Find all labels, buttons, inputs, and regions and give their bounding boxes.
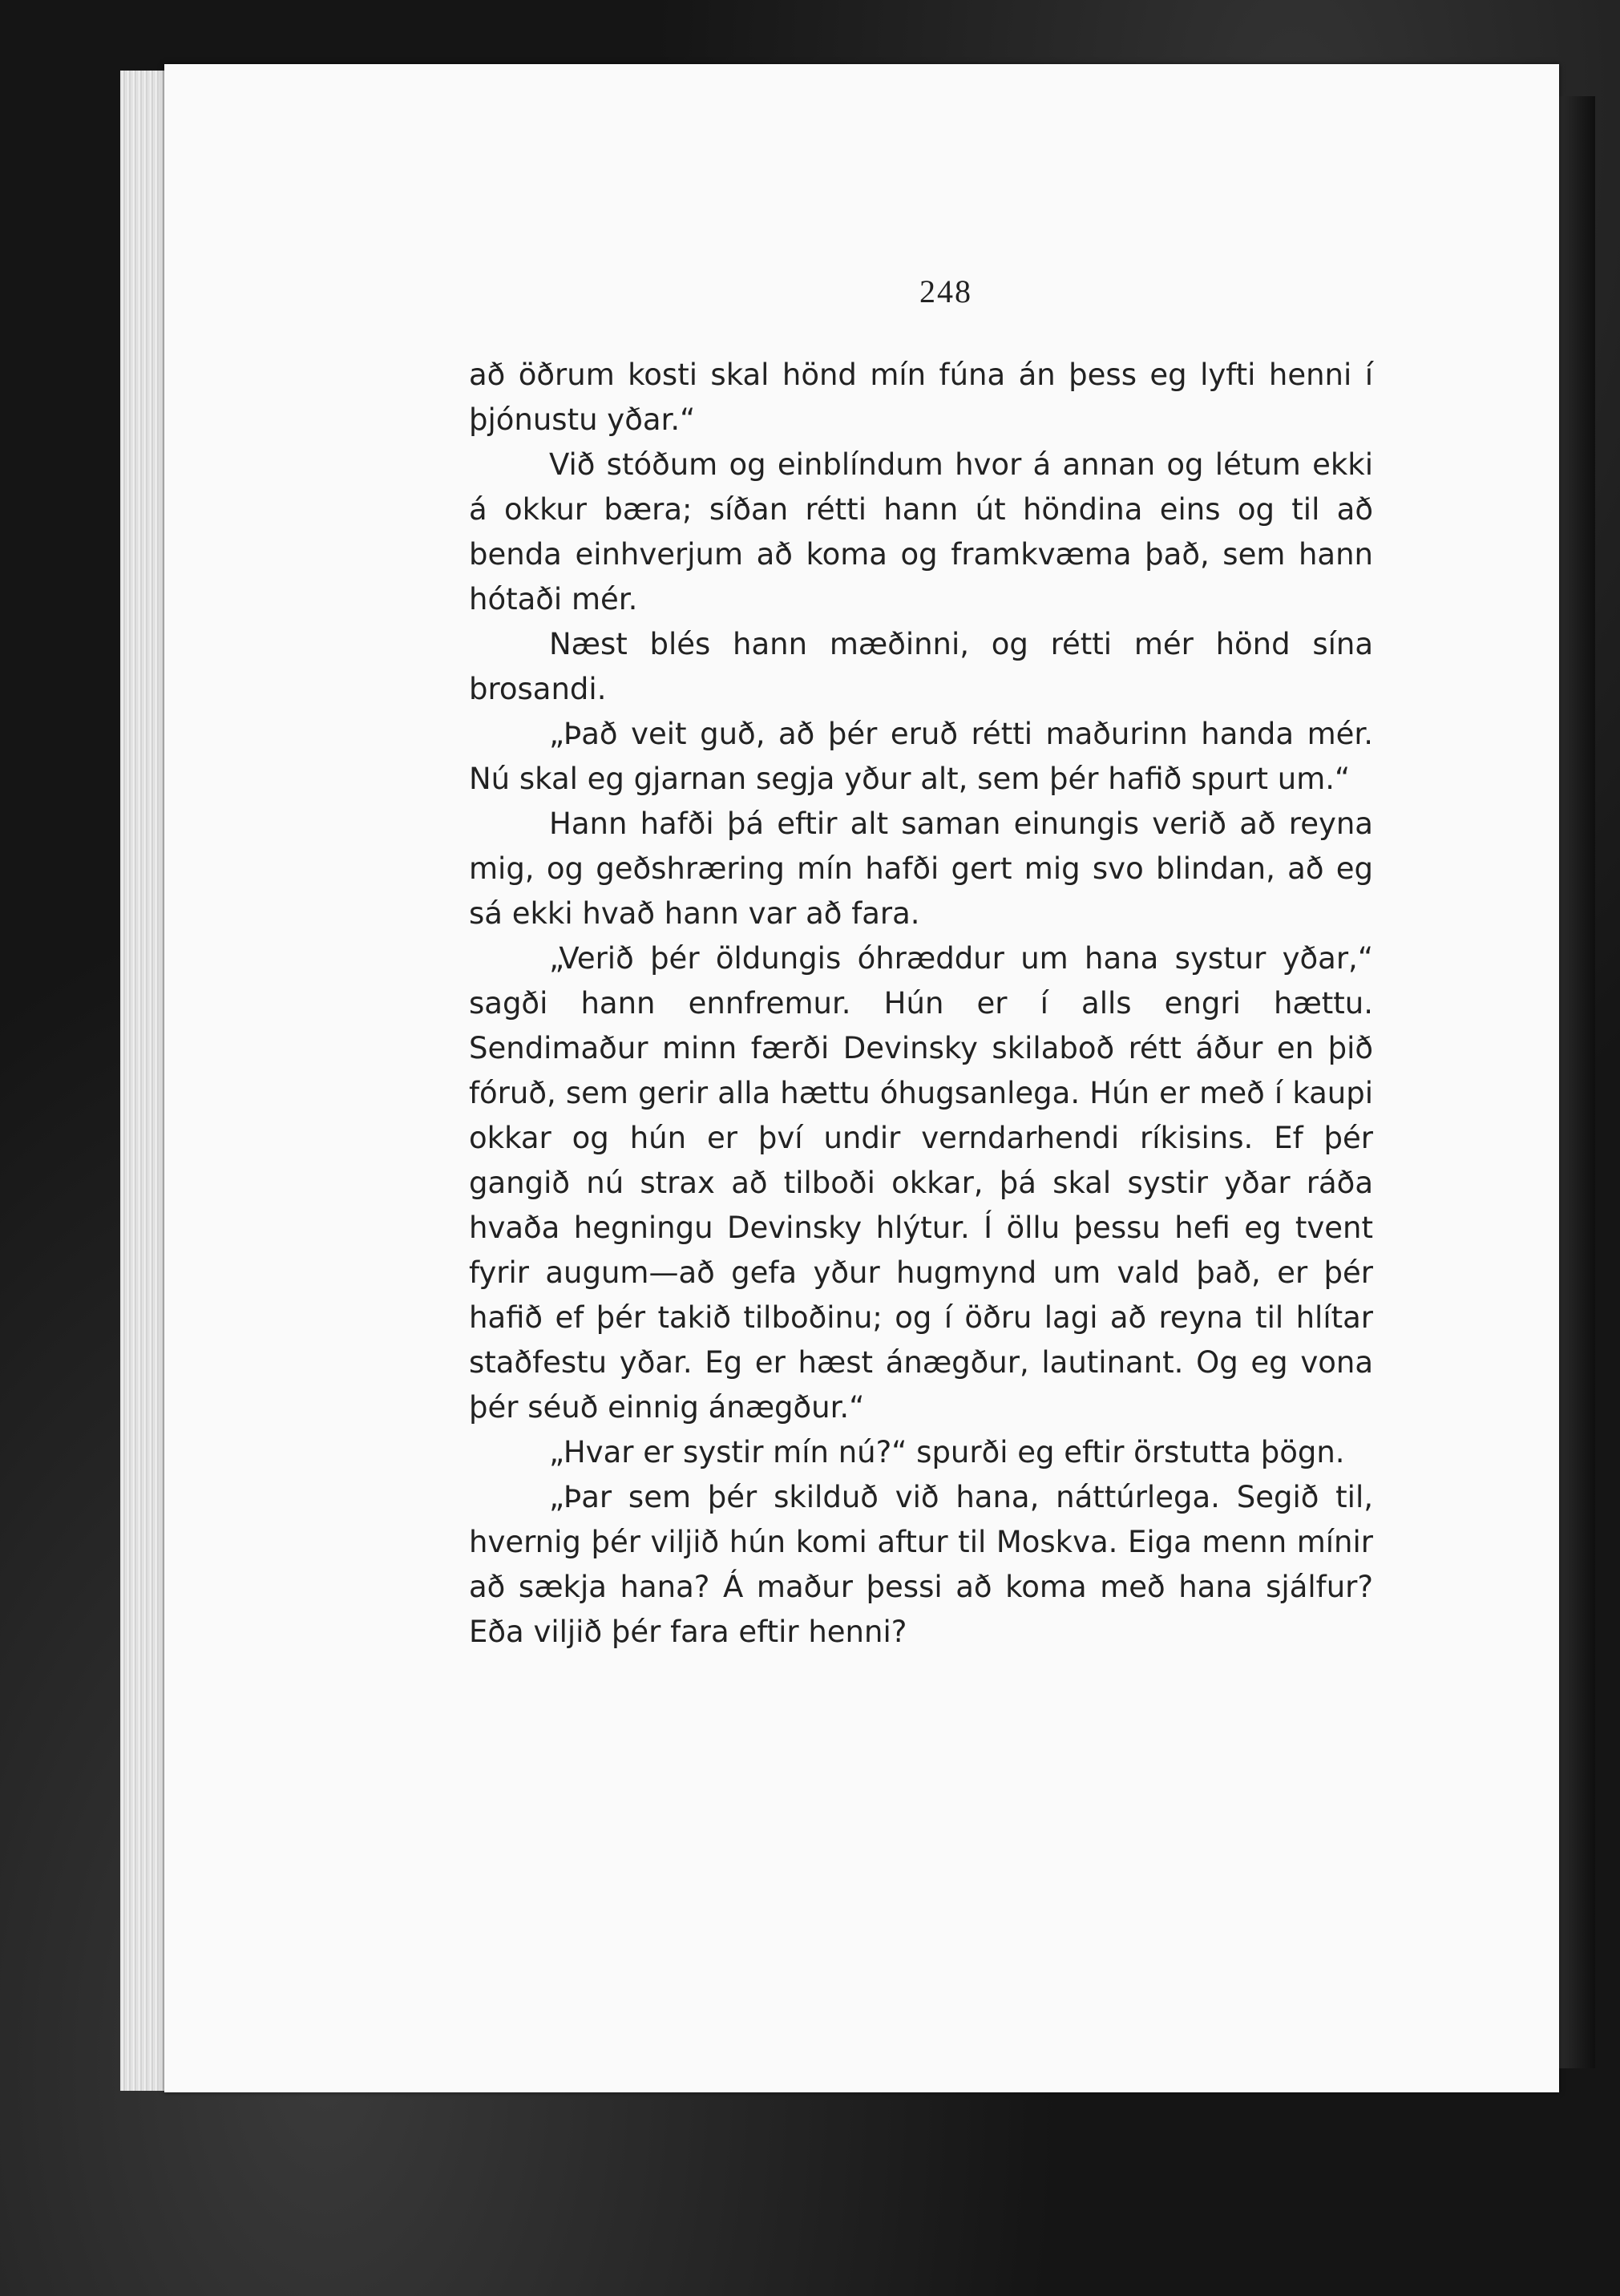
page-number: 248 — [919, 273, 972, 309]
paragraph: Næst blés hann mæðinni, og rétti mér hönd sína brosandi. — [469, 627, 1373, 706]
paragraph: að öðrum kosti skal hönd mín fúna án þess eg lyfti henni í þjónustu yðar.“ — [469, 358, 1373, 437]
paragraph: „Verið þér öldungis óhræddur um hana systur yðar,“ sagði hann ennfremur. Hún er í alls engri hættu. Sendimaður minn færði Devinsky skilaboð rétt áður en þið fóruð, sem gerir alla hættu óhugsanlega. Hún er með í kaupi okkar og hún er því undir verndarhendi ríkisins. Ef þér gangið nú strax að tilboði okkar, þá skal systir yðar ráða hvaða hegningu Devinsky hlýtur. Í öllu þessu hefi eg tvent fyrir augum—að gefa yður hugmynd um vald það, er þér hafið ef þér takið tilboðinu; og í öðru lagi að reyna til hlítar staðfestu yðar. Eg er hæst ánægður, lautinant. Og eg vona þér séuð einnig ánægður.“ — [469, 941, 1373, 1425]
book-cover-edge — [1559, 96, 1595, 2068]
paragraph: „Hvar er systir mín nú?“ spurði eg eftir örstutta þögn. — [549, 1435, 1345, 1469]
paragraph: Hann hafði þá eftir alt saman einungis verið að reyna mig, og geðshræring mín hafði gert mig svo blindan, að eg sá ekki hvað hann var að fara. — [469, 806, 1373, 931]
paragraph: Við stóðum og einblíndum hvor á annan og létum ekki á okkur bæra; síðan rétti hann út höndina eins og til að benda einhverjum að koma og framkvæma það, sem hann hótaði mér. — [469, 447, 1373, 616]
page-text — [469, 353, 1373, 1655]
paragraph: „Það veit guð, að þér eruð rétti maðurinn handa mér. Nú skal eg gjarnan segja yður alt, sem þér hafið spurt um.“ — [469, 717, 1373, 796]
paragraph: „Þar sem þér skilduð við hana, náttúrlega. Segið til, hvernig þér viljið hún komi aftur til Moskva. Eiga menn mínir að sækja hana? Á maður þessi að koma með hana sjálfur? Eða viljið þér fara eftir henni? — [469, 1480, 1373, 1649]
